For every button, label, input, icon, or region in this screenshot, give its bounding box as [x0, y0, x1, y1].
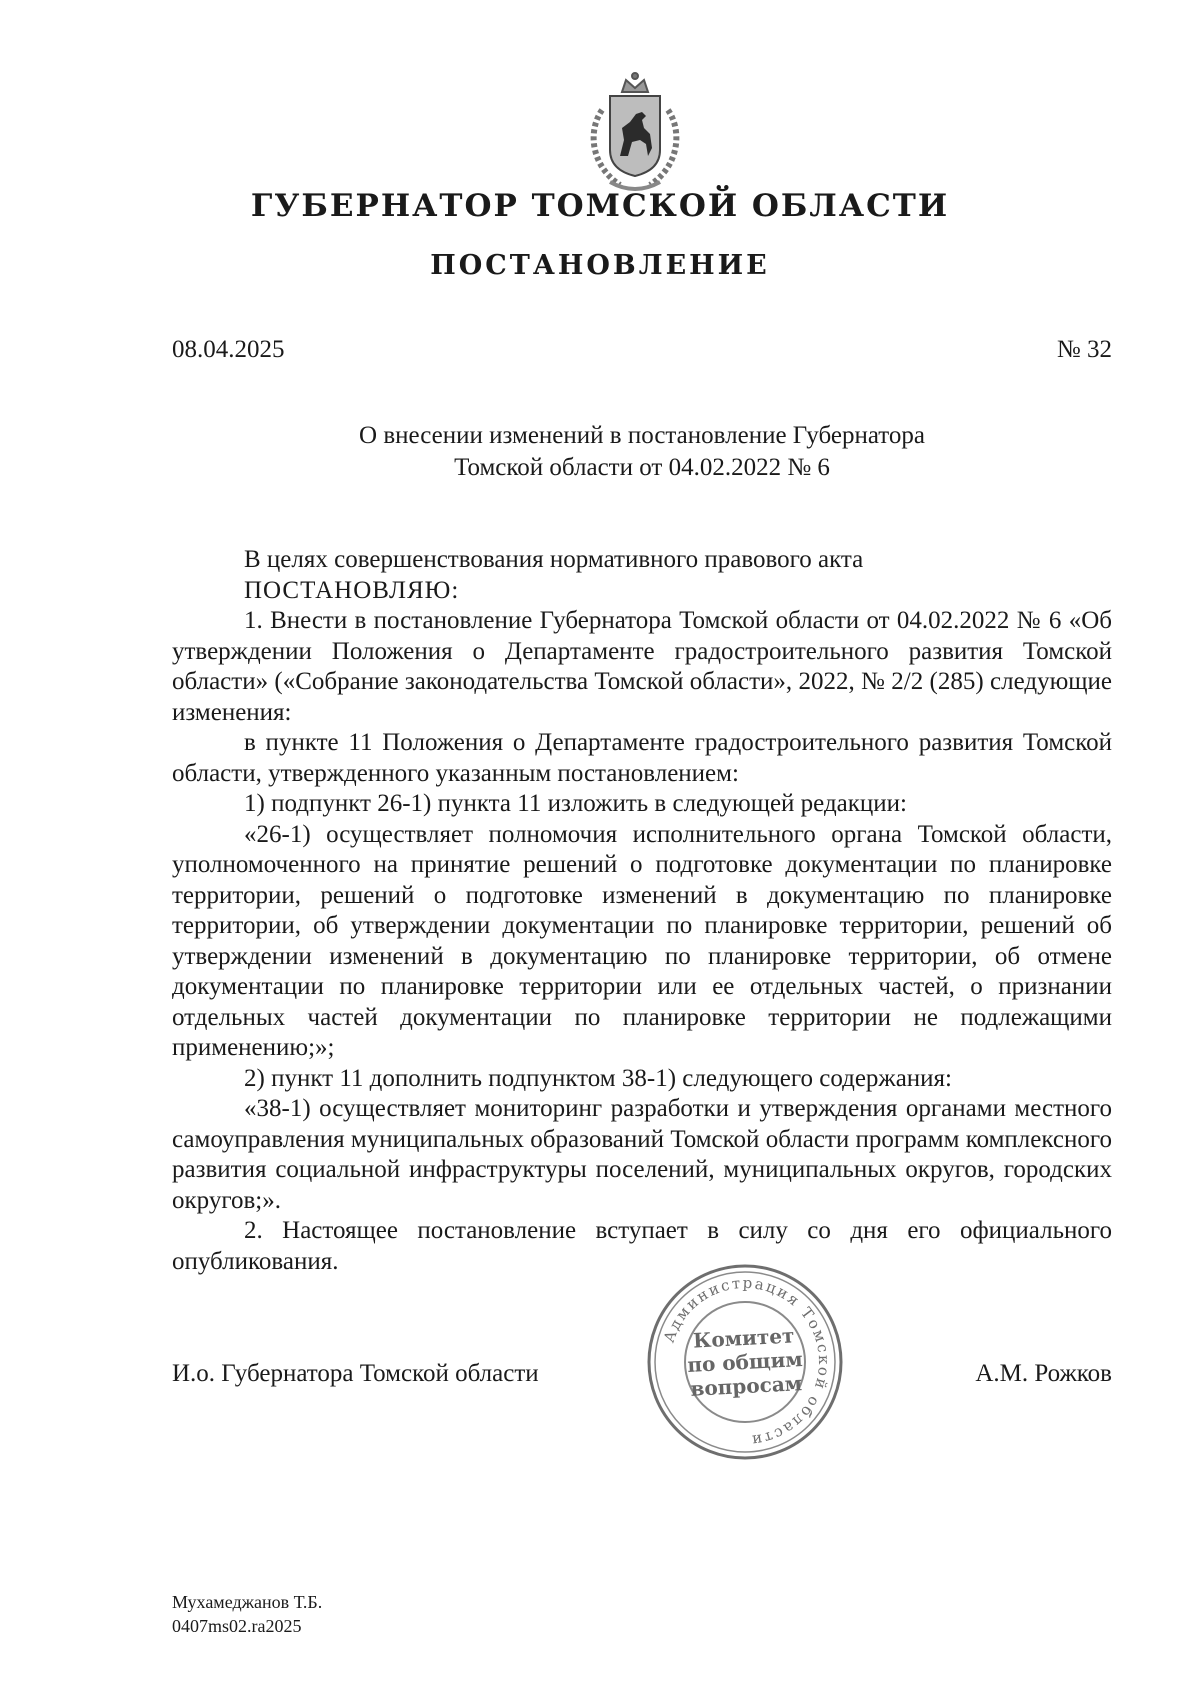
stamp-center-line-2: по общим	[686, 1346, 804, 1378]
document-number: № 32	[1056, 336, 1112, 363]
body-paragraph-preamble: В целях совершенствования нормативного правового акта	[244, 546, 864, 573]
body-paragraph-subitem-2: 2) пункт 11 дополнить подпунктом 38-1) следующего содержания:	[244, 1064, 952, 1092]
tomsk-coat-of-arms-icon	[580, 70, 690, 200]
stamp-center	[640, 1257, 850, 1467]
executor-block	[172, 1590, 322, 1638]
body-paragraph-38-1: «38-1) осуществляет мониторинг разработки и утверждения органами местного самоуправления муниципальных образований Томской области программ комплексного развития социальной инфраструктуры поселений, муниципальных округов, городских округов;».	[172, 1095, 1112, 1214]
org-title: ГУБЕРНАТОР ТОМСКОЙ ОБЛАСТИ	[250, 188, 950, 224]
body-paragraph-clause-11: в пункте 11 Положения о Департаменте градостроительного развития Томской области, утвержденного указанным постановлением:	[172, 729, 1112, 787]
document-date: 08.04.2025	[172, 336, 285, 363]
stamp-center-line-3: вопросам	[689, 1371, 803, 1401]
body-paragraph-item-2: 2. Настоящее постановление вступает в силу со дня его официального опубликования.	[172, 1217, 1112, 1275]
stamp-center-line-1: Комитет	[692, 1323, 795, 1353]
body-paragraph-decree: ПОСТАНОВЛЯЮ:	[244, 576, 460, 604]
subject-line-1: О внесении изменений в постановление Губернатора	[359, 422, 925, 449]
signatory-role: И.о. Губернатора Томской области	[172, 1360, 539, 1387]
body-paragraph-subitem-1: 1) подпункт 26-1) пункта 11 изложить в следующей редакции:	[244, 790, 907, 817]
document-subject	[172, 420, 1112, 484]
body-paragraph-item-1: 1. Внести в постановление Губернатора Томской области от 04.02.2022 № 6 «Об утверждении Положения о Департаменте градостроительного развития Томской области» («Собрание законодательства Томской области», 2022, № 2/2 (285) следующие изменения:	[172, 607, 1112, 726]
subject-line-2: Томской области от 04.02.2022 № 6	[454, 454, 830, 481]
official-round-stamp-icon	[645, 1262, 845, 1462]
stamp-ring-text: Администрация Томской области	[659, 1273, 834, 1450]
executor-name: Мухамеджанов Т.Б.	[172, 1592, 323, 1612]
document-body	[172, 545, 1112, 1277]
document-type: ПОСТАНОВЛЕНИЕ	[430, 250, 770, 281]
signatory-name: А.М. Рожков	[975, 1360, 1112, 1387]
body-paragraph-26-1: «26-1) осуществляет полномочия исполнительного органа Томской области, уполномоченного на принятие решений о подготовке документации по планировке территории, решений о подготовке изменений в документацию по планировке территории, об утверждении документации по планировке территории, решений об утверждении изменений в документацию по планировке территории, об отмене документации по планировке территории или ее отдельных частей, о признании отдельных частей документации по планировке территории не подлежащими применению;»;	[172, 820, 1112, 1061]
file-code: 0407ms02.ra2025	[172, 1616, 302, 1636]
